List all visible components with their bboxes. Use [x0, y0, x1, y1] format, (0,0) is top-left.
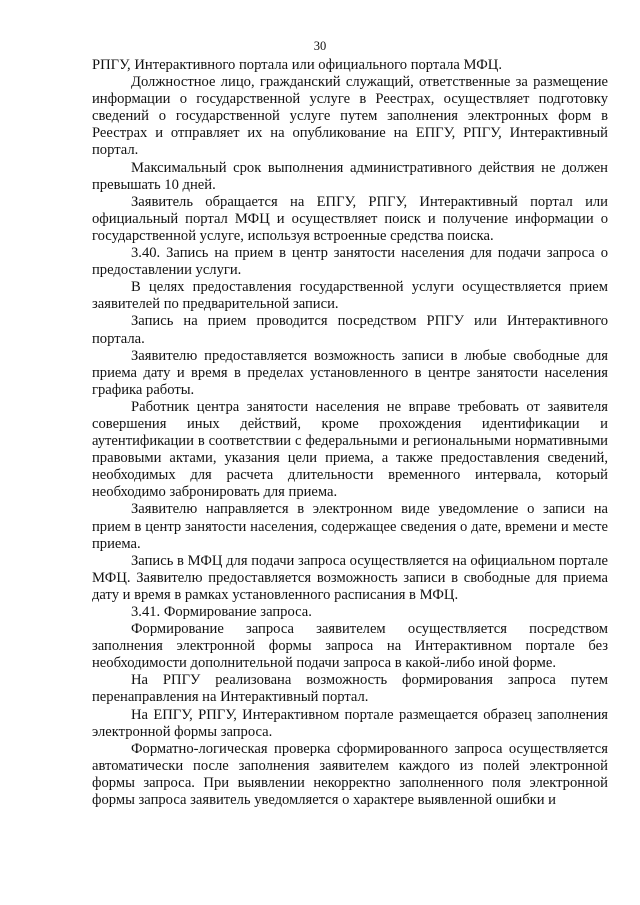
- paragraph: Запись на прием проводится посредством РПГУ или Интерактивного портала.: [92, 313, 608, 347]
- paragraph: На РПГУ реализована возможность формирования запроса путем перенаправления на Интерактивный портал.: [92, 672, 608, 706]
- paragraph: Должностное лицо, гражданский служащий, ответственные за размещение информации о государственной услуге в Реестрах, осуществляет подготовку сведений о государственной услуге путем заполнения электронных форм в Реестрах и отправляет их на опубликование на ЕПГУ, РПГУ, Интерактивный портал.: [92, 74, 608, 159]
- paragraph: Форматно-логическая проверка сформированного запроса осуществляется автоматически после заполнения заявителем каждого из полей электронной формы запроса. При выявлении некорректно заполненного поля электронной формы запроса заявитель уведомляется о характере выявленной ошибки и: [92, 740, 608, 809]
- section-heading: 3.41. Формирование запроса.: [131, 604, 312, 620]
- paragraph: На ЕПГУ, РПГУ, Интерактивном портале размещается образец заполнения электронной формы запроса.: [92, 706, 608, 740]
- paragraph: В целях предоставления государственной услуги осуществляется прием заявителей по предварительной записи.: [92, 279, 608, 313]
- paragraph: РПГУ, Интерактивного портала или официального портала МФЦ.: [92, 57, 502, 73]
- document-body: [92, 57, 608, 809]
- paragraph: Заявителю предоставляется возможность записи в любые свободные для приема дату и время в пределах установленного в центре занятости населения графика работы.: [92, 347, 608, 398]
- page-number: 30: [313, 39, 327, 53]
- paragraph: Заявитель обращается на ЕПГУ, РПГУ, Интерактивный портал или официальный портал МФЦ и осуществляет поиск и получение информации о государственной услуге, используя встроенные средства поиска.: [92, 193, 608, 244]
- paragraph: Максимальный срок выполнения административного действия не должен превышать 10 дней.: [92, 159, 608, 193]
- paragraph: Работник центра занятости населения не вправе требовать от заявителя совершения иных действий, кроме прохождения идентификации и аутентификации в соответствии с федеральными и региональными нормативными правовыми актами, указания цели приема, а также предоставления сведений, необходимых для расчета длительности временного интервала, который необходимо забронировать для приема.: [92, 398, 608, 501]
- paragraph: Заявителю направляется в электронном виде уведомление о записи на прием в центр занятости населения, содержащее сведения о дате, времени и месте приема.: [92, 501, 608, 552]
- paragraph: Формирование запроса заявителем осуществляется посредством заполнения электронной формы запроса на Интерактивном портале без необходимости дополнительной подачи запроса в какой-либо иной форме.: [92, 621, 608, 672]
- section-heading: 3.40. Запись на прием в центр занятости населения для подачи запроса о предоставлении услуги.: [92, 245, 608, 279]
- paragraph: Запись в МФЦ для подачи запроса осуществляется на официальном портале МФЦ. Заявителю предоставляется возможность записи в свободные для приема дату и время в рамках установленного расписания в МФЦ.: [92, 552, 608, 603]
